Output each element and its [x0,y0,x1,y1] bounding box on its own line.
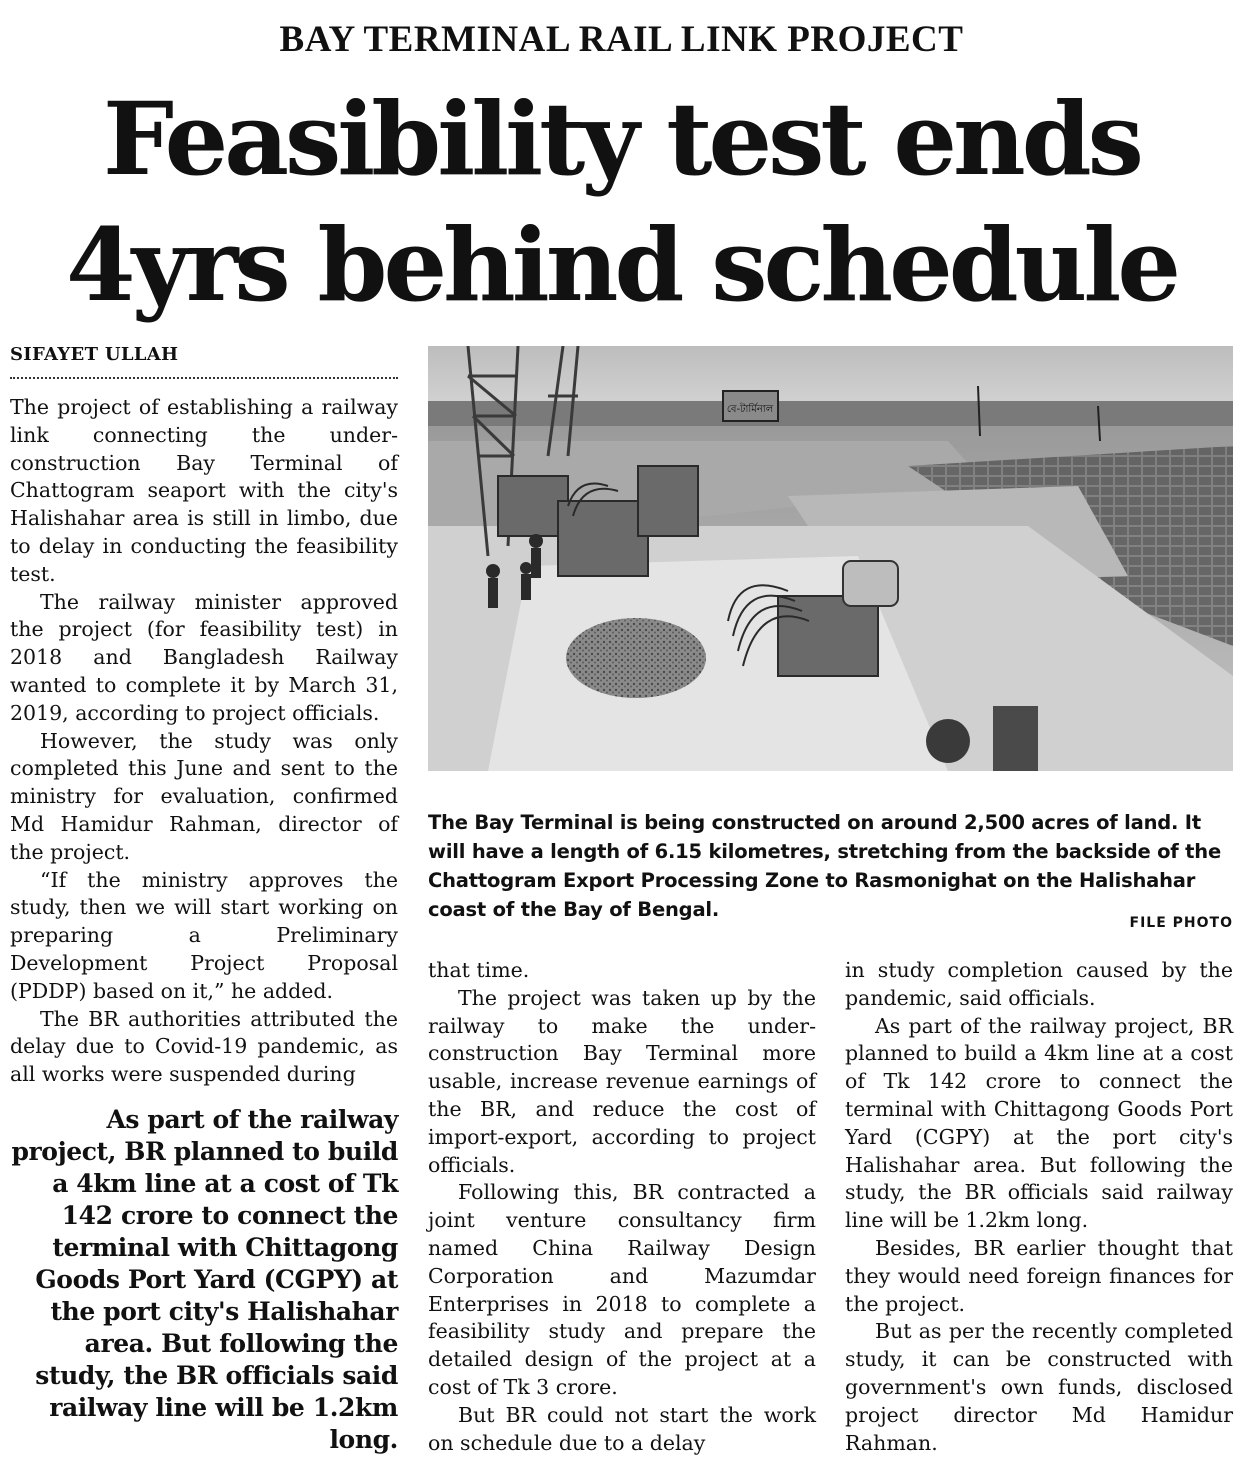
photo-credit: FILE PHOTO [1129,915,1233,931]
paragraph: Besides, BR earlier thought that they would need foreign finances for the project. [845,1235,1233,1316]
paragraph: The railway minister approved the project (for feasibility test) in 2018 and Bangladesh Railway wanted to complete it by March 31, 2019, according to project officials. [10,589,398,725]
paragraph: Following this, BR contracted a joint venture consultancy firm named China Railway Design Corporation and Mazumdar Enterprises in 2018 to complete a feasibility study and prepare the detailed design of the project at a cost of Tk 3 crore. [428,1180,816,1399]
headline-line-2: 4yrs behind schedule [66,206,1177,324]
paragraph: But BR could not start the work on schedule due to a delay [428,1402,816,1455]
pull-quote: As part of the railway project, BR planned to build a 4km line at a cost of Tk 142 crore to connect the terminal with Chittagong Goods Port Yard (CGPY) at the port city's Halishahar area. But following the study, the BR officials said railway line will be 1.2km long. [11,1105,398,1454]
paragraph: But as per the recently completed study, it can be constructed with government's own funds, disclosed project director Md Hamidur Rahman. [845,1319,1233,1455]
paragraph: that time. [428,958,530,982]
headline [0,76,1243,328]
paragraph: The BR authorities attributed the delay due to Covid-19 pandemic, as all works were suspended during [10,1006,398,1087]
headline-line-1: Feasibility test ends [103,80,1140,198]
body-column-3 [845,957,1233,1457]
byline: SIFAYET ULLAH [10,344,179,365]
body-column-1 [10,394,398,1089]
paragraph: However, the study was only completed this June and sent to the ministry for evaluation, confirmed Md Hamidur Rahman, director of the project. [10,728,398,864]
paragraph: “If the ministry approves the study, then we will start working on preparing a Preliminary Development Project Proposal (PDDP) based on it,” he added. [10,867,398,1003]
signboard-text: বে-টার্মিনাল [726,404,774,415]
body-column-2 [428,957,816,1457]
paragraph: The project of establishing a railway link connecting the under-construction Bay Terminal of Chattogram seaport with the city's Halishahar area is still in limbo, due to delay in conducting the feasibility test. [10,395,398,586]
paragraph: in study completion caused by the pandemic, said officials. [845,958,1233,1010]
paragraph: As part of the railway project, BR planned to build a 4km line at a cost of Tk 142 crore to connect the terminal with Chittagong Goods Port Yard (CGPY) at the port city's Halishahar area. But following the study, the BR officials said railway line will be 1.2km long. [845,1013,1233,1233]
paragraph: The project was taken up by the railway to make the under-construction Bay Terminal more usable, increase revenue earnings of the BR, and reduce the cost of import-export, according to project officials. [428,985,816,1177]
kicker: BAY TERMINAL RAIL LINK PROJECT [279,19,964,60]
byline-divider [10,377,398,379]
news-photo [428,346,1233,771]
photo-caption: The Bay Terminal is being constructed on around 2,500 acres of land. It will have a length of 6.15 kilometres, stretching from the backside of the Chattogram Export Processing Zone to Rasmonighat on the Halishahar coast of the Bay of Bengal. [428,811,1222,921]
